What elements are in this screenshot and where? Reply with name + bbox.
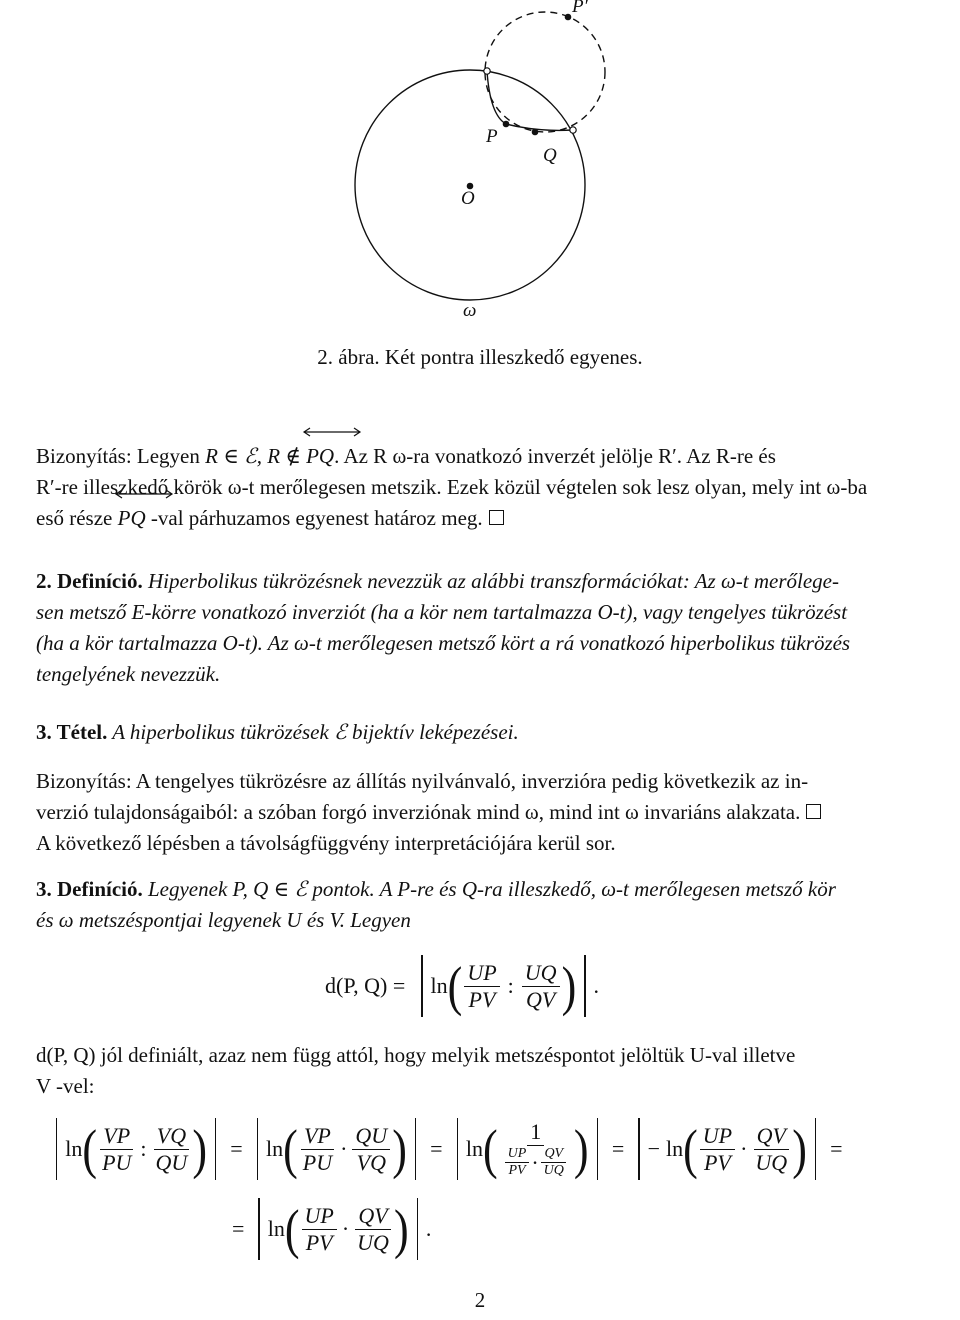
frac-den: PV — [468, 986, 496, 1012]
abs-bar — [457, 1118, 458, 1180]
definition-3-text-1: Legyenek P, Q ∈ ℰ pontok. A P-re és Q-ra illeszkedő, ω-t merőlegesen metsző kör — [142, 877, 836, 901]
abs-bar — [258, 1198, 259, 1260]
paren-right: ) — [393, 1198, 409, 1260]
op: · — [341, 1216, 350, 1241]
proof-1-math-a: R ∈ ℰ, R ∉ — [205, 444, 307, 468]
paren-right: ) — [392, 1118, 407, 1180]
definition-3 — [36, 874, 926, 936]
frac-num: QU — [352, 1123, 390, 1150]
frac-den: QU — [155, 1149, 188, 1175]
proof-2-text-2: verzió tulajdonságaiból: a szóban forgó inverziónak mind ω, mind int ω invariáns alakzata. — [36, 800, 801, 824]
frac-num: UP — [464, 960, 499, 987]
proof-1-text-a: Bizonyítás: Legyen — [36, 444, 206, 468]
paren-left: ( — [683, 1118, 698, 1180]
paren-right: ) — [792, 1118, 807, 1180]
frac-den: PV — [508, 1163, 526, 1178]
page-number: 2 — [474, 1288, 486, 1312]
frac-num: UP — [302, 1203, 337, 1230]
figure-caption: 2. ábra. Két pontra illeszkedő egyenes. — [317, 345, 643, 369]
frac-num: QV — [355, 1203, 390, 1230]
frac-den: PV — [703, 1149, 731, 1175]
intersection-left — [484, 68, 490, 74]
paren-left: ( — [284, 1198, 300, 1260]
frac-num: UP — [700, 1123, 735, 1150]
pq-text: PQ — [306, 444, 335, 468]
frac-num: VP — [100, 1123, 133, 1150]
frac — [99, 1123, 134, 1176]
formula-1-lhs: d(P, Q) = — [325, 973, 406, 998]
definition-2-line-2: sen metsző E-körre vonatkozó inverziót (ha a kör nem tartalmazza O-t), vagy tengelyes tükrözést — [36, 600, 848, 624]
abs-bar — [638, 1118, 639, 1180]
symmetry-formula-row-1 — [48, 1118, 849, 1180]
label-p-prime: P′ — [572, 0, 588, 17]
figure-diagram — [0, 0, 960, 340]
formula-1-frac-1 — [464, 960, 499, 1013]
frac-num: QV — [541, 1146, 566, 1163]
proof-2 — [36, 766, 926, 859]
symmetry-formula-row-2 — [232, 1198, 431, 1260]
eq: = — [232, 1216, 245, 1241]
abs-bar — [597, 1118, 598, 1180]
proof-1-line-1 — [36, 441, 926, 472]
label-omega: ω — [463, 300, 477, 321]
qed-square-icon — [489, 510, 504, 525]
frac — [153, 1123, 191, 1176]
frac-den: PU — [102, 1149, 132, 1175]
proof-1 — [36, 441, 926, 534]
point-p-prime — [565, 14, 572, 21]
definition-3-heading: 3. Definíció. — [36, 877, 143, 901]
frac-nested — [500, 1119, 572, 1179]
abs-bar — [417, 1198, 418, 1260]
formula-1-op: : — [507, 973, 514, 998]
definition-2-heading: 2. Definíció. — [36, 569, 143, 593]
frac-den: PU — [302, 1149, 333, 1175]
frac-num: 1 — [527, 1119, 544, 1146]
op: · — [740, 1136, 748, 1161]
frac-num: VQ — [154, 1123, 189, 1150]
abs-bar — [415, 1118, 416, 1180]
op: · — [531, 1149, 539, 1175]
abs-bar — [257, 1118, 258, 1180]
frac-den: VQ — [356, 1149, 386, 1175]
frac — [354, 1203, 392, 1256]
label-q: Q — [543, 145, 557, 166]
point-q — [532, 129, 539, 136]
paren-right: ) — [561, 955, 577, 1017]
label-o: O — [461, 188, 475, 209]
theorem-3 — [36, 717, 926, 748]
eq: = — [430, 1136, 443, 1161]
frac-den: UQ — [755, 1149, 788, 1175]
abs-bar-right — [584, 955, 585, 1017]
op: : — [140, 1136, 147, 1161]
definition-2-text-1: Hiperbolikus tükrözésnek nevezzük az alábbi transzformációkat: Az ω-t merőlege- — [142, 569, 839, 593]
paren-right: ) — [192, 1118, 207, 1180]
intersection-right — [570, 127, 576, 133]
eq: = — [611, 1136, 625, 1161]
ln-text: ln — [265, 1136, 284, 1161]
small-frac — [505, 1146, 530, 1179]
abs-bar — [215, 1118, 216, 1180]
ln-text: ln — [267, 1216, 285, 1241]
definition-2 — [36, 566, 926, 690]
double-arrow-icon — [302, 427, 362, 437]
minus: − — [647, 1136, 660, 1161]
proof-1-text-c: . Az R ω-ra vonatkozó inverzét jelölje R′. Az R-re és — [334, 444, 776, 468]
frac-num: UQ — [522, 960, 560, 987]
op: · — [340, 1136, 348, 1161]
frac-den — [500, 1146, 572, 1179]
frac-den: PV — [305, 1229, 333, 1255]
definition-2-line-4: tengelyének nevezzük. — [36, 662, 221, 686]
point-p — [503, 121, 510, 128]
formula-1-frac-2 — [522, 960, 560, 1013]
frac — [700, 1123, 735, 1176]
double-arrow-icon — [114, 489, 174, 499]
frac — [352, 1123, 390, 1176]
abs-bar — [56, 1118, 57, 1180]
small-frac — [541, 1146, 567, 1179]
frac-den: QV — [526, 986, 556, 1012]
theorem-3-text: A hiperbolikus tükrözések ℰ bijektív leképezései. — [107, 720, 519, 744]
proof-2-line-2 — [36, 797, 926, 828]
after-line-2: V -vel: — [36, 1074, 95, 1098]
abs-bar — [815, 1118, 816, 1180]
paren-right: ) — [573, 1118, 589, 1180]
line-pq-symbol — [306, 441, 334, 472]
frac — [752, 1123, 790, 1176]
after-line-1: d(P, Q) jól definiált, azaz nem függ attól, hogy melyik metszéspontot jelöltük U-val illetve — [36, 1043, 796, 1067]
paren-left: ( — [483, 1118, 498, 1180]
qed-square-icon — [806, 804, 821, 819]
ln-text: ln — [65, 1136, 83, 1161]
proof-1-line-2: R′-re illeszkedő körök ω-t merőlegesen metszik. Ezek közül végtelen sok lesz olyan, mely int ω-ba — [36, 475, 868, 499]
theorem-3-heading: 3. Tétel. — [36, 720, 108, 744]
after-text — [36, 1040, 926, 1102]
frac-den: UQ — [357, 1229, 389, 1255]
dashed-circle — [485, 12, 605, 132]
frac — [302, 1203, 337, 1256]
definition-2-line-1 — [36, 566, 926, 597]
pq-text-2: PQ — [117, 506, 146, 530]
frac-num: QV — [754, 1123, 789, 1150]
frac-num: VP — [301, 1123, 334, 1150]
paren-left: ( — [283, 1118, 298, 1180]
ln-text: ln — [665, 1136, 684, 1161]
eq: = — [830, 1136, 843, 1161]
line-pq-symbol-2 — [118, 503, 146, 534]
distance-formula — [325, 955, 599, 1017]
paren-left: ( — [447, 955, 463, 1017]
formula-1-ln: ln — [430, 973, 448, 998]
proof-1-text-e: -val párhuzamos egyenest határoz meg. — [145, 506, 483, 530]
end: . — [425, 1216, 432, 1241]
eq: = — [230, 1136, 243, 1161]
frac-num: UP — [505, 1146, 530, 1163]
abs-bar-left — [421, 955, 422, 1017]
paren-left: ( — [82, 1118, 98, 1180]
proof-1-line-3 — [36, 503, 926, 534]
definition-2-line-3: (ha a kör tartalmazza O-t). Az ω-t merőlegesen metsző kört a rá vonatkozó hiperbolikus tükrözés — [36, 631, 851, 655]
proof-2-line-1: Bizonyítás: A tengelyes tükrözésre az állítás nyilvánvaló, inverzióra pedig következik az in- — [36, 769, 809, 793]
label-p: P — [486, 126, 498, 147]
proof-1-text-d: eső része — [36, 506, 118, 530]
proof-2-line-3: A következő lépésben a távolságfüggvény interpretációjára kerül sor. — [36, 831, 616, 855]
frac-den: UQ — [543, 1163, 564, 1178]
definition-3-line-1 — [36, 874, 926, 905]
definition-3-line-2: és ω metszéspontjai legyenek U és V. Legyen — [36, 908, 411, 932]
frac — [300, 1123, 335, 1176]
formula-1-end: . — [593, 973, 600, 998]
hyperbolic-line-arc — [487, 71, 573, 130]
ln-text: ln — [465, 1136, 483, 1161]
